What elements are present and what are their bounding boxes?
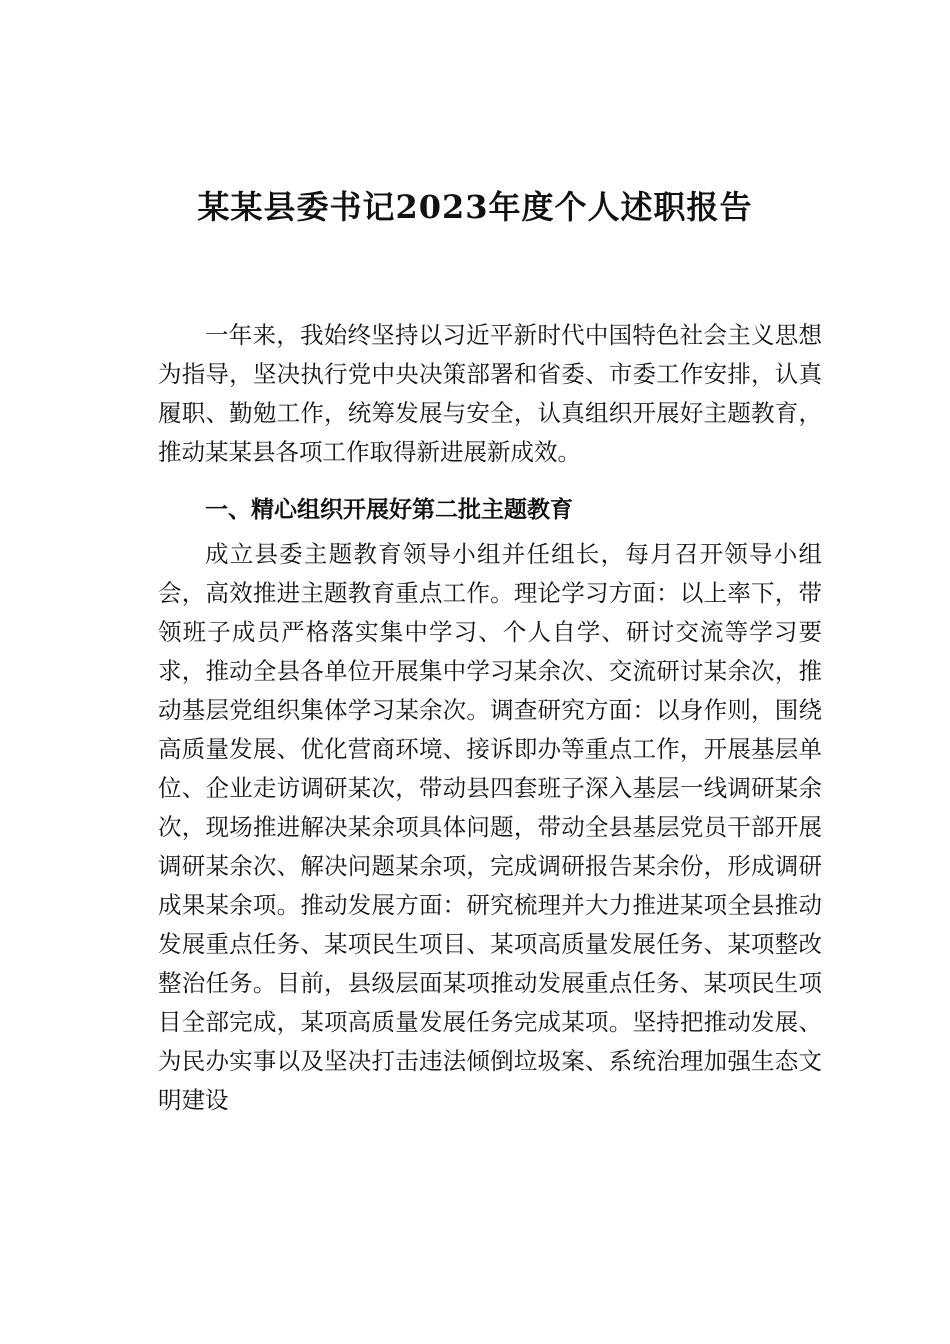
section-paragraph: 成立县委主题教育领导小组并任组长，每月召开领导小组会，高效推进主题教育重点工作。理论学习方面：以上率下，带领班子成员严格落实集中学习、个人自学、研讨交流等学习要求，推动全县各单位开展集中学习某余次、交流研讨某余次，推动基层党组织集体学习某余次。调查研究方面：以身作则，围绕高质量发展、优化营商环境、接诉即办等重点工作，开展基层单位、企业走访调研某次，带动县四套班子深入基层一线调研某余次，现场推进解决某余项具体问题，带动全县基层党员干部开展调研某余次、解决问题某余项，完成调研报告某余份，形成调研成果某余项。推动发展方面：研究梳理并大力推进某项全县推动发展重点任务、某项民生项目、某项高质量发展任务、某项整改整治任务。目前，县级层面某项推动发展重点任务、某项民生项目全部完成，某项高质量发展任务完成某项。坚持把推动发展、为民办实事以及坚决打击违法倾倒垃圾案、系统治理加强生态文明建设 bbox=[158, 540, 822, 1114]
document-title: 某某县委书记2023年度个人述职报告 bbox=[197, 188, 753, 226]
section-heading: 一、精心组织开展好第二批主题教育 bbox=[205, 497, 573, 523]
intro-paragraph: 一年来，我始终坚持以习近平新时代中国特色社会主义思想为指导，坚决执行党中央决策部署和省委、市委工作安排，认真履职、勤勉工作，统筹发展与安全，认真组织开展好主题教育，推动某某县各项工作取得新进展新成效。 bbox=[158, 321, 822, 466]
